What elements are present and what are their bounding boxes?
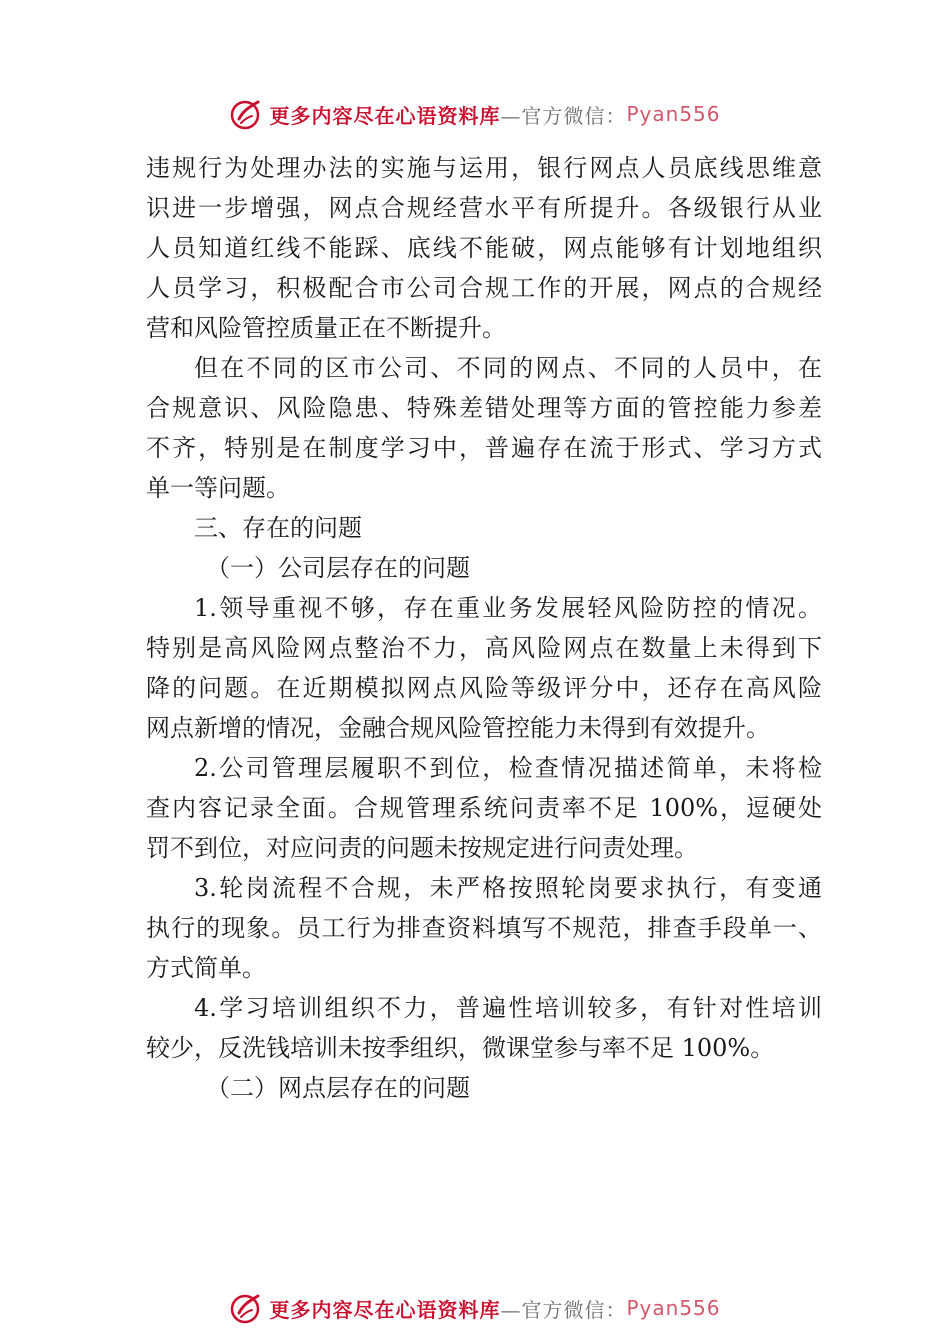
banner-wechat-label: —官方微信：	[500, 103, 627, 128]
banner-wechat-id: Pyan556	[626, 1296, 721, 1320]
banner-wechat-id: Pyan556	[626, 102, 721, 126]
banner-brand-text: 更多内容尽在心语资料库	[269, 103, 501, 128]
subsection-heading: （一）公司层存在的问题	[206, 554, 470, 582]
paragraph-line: 方式简单。	[146, 954, 266, 982]
paragraph-line: 违规行为处理办法的实施与运用，银行网点人员底线思维意	[146, 154, 822, 182]
paragraph-line: 但在不同的区市公司、不同的网点、不同的人员中，在	[194, 354, 822, 382]
paragraph-line: 网点新增的情况，金融合规风险管控能力未得到有效提升。	[146, 714, 770, 742]
section-heading: 三、存在的问题	[194, 514, 362, 542]
paragraph-line: 2.公司管理层履职不到位，检查情况描述简单，未将检	[194, 754, 822, 782]
paragraph-line: 不齐，特别是在制度学习中，普遍存在流于形式、学习方式	[146, 434, 822, 462]
subsection-heading: （二）网点层存在的问题	[206, 1074, 470, 1102]
header-banner	[0, 94, 950, 134]
paragraph-line: 人员知道红线不能踩、底线不能破，网点能够有计划地组织	[146, 234, 822, 262]
logo-icon	[229, 97, 263, 131]
paragraph-line: 罚不到位，对应问责的问题未按规定进行问责处理。	[146, 834, 698, 862]
paragraph-line: 较少，反洗钱培训未按季组织，微课堂参与率不足 100%。	[146, 1034, 775, 1062]
document-body	[146, 148, 822, 1108]
paragraph-line: 执行的现象。员工行为排查资料填写不规范，排查手段单一、	[146, 914, 822, 942]
logo-icon	[229, 1291, 263, 1325]
paragraph-line: 单一等问题。	[146, 474, 290, 502]
paragraph-line: 查内容记录全面。合规管理系统问责率不足 100%，逗硬处	[146, 794, 822, 822]
paragraph-line: 合规意识、风险隐患、特殊差错处理等方面的管控能力参差	[146, 394, 822, 422]
paragraph-line: 1.领导重视不够，存在重业务发展轻风险防控的情况。	[194, 594, 822, 622]
paragraph-line: 4.学习培训组织不力，普遍性培训较多，有针对性培训	[194, 994, 822, 1022]
banner-wechat-label: —官方微信：	[500, 1297, 627, 1322]
paragraph-line: 人员学习，积极配合市公司合规工作的开展，网点的合规经	[146, 274, 822, 302]
paragraph-line: 营和风险管控质量正在不断提升。	[146, 314, 506, 342]
footer-banner	[0, 1288, 950, 1328]
paragraph-line: 3.轮岗流程不合规，未严格按照轮岗要求执行，有变通	[194, 874, 822, 902]
paragraph-line: 特别是高风险网点整治不力，高风险网点在数量上未得到下	[146, 634, 822, 662]
banner-brand-text: 更多内容尽在心语资料库	[269, 1297, 501, 1322]
paragraph-line: 降的问题。在近期模拟网点风险等级评分中，还存在高风险	[146, 674, 822, 702]
paragraph-line: 识进一步增强，网点合规经营水平有所提升。各级银行从业	[146, 194, 822, 222]
